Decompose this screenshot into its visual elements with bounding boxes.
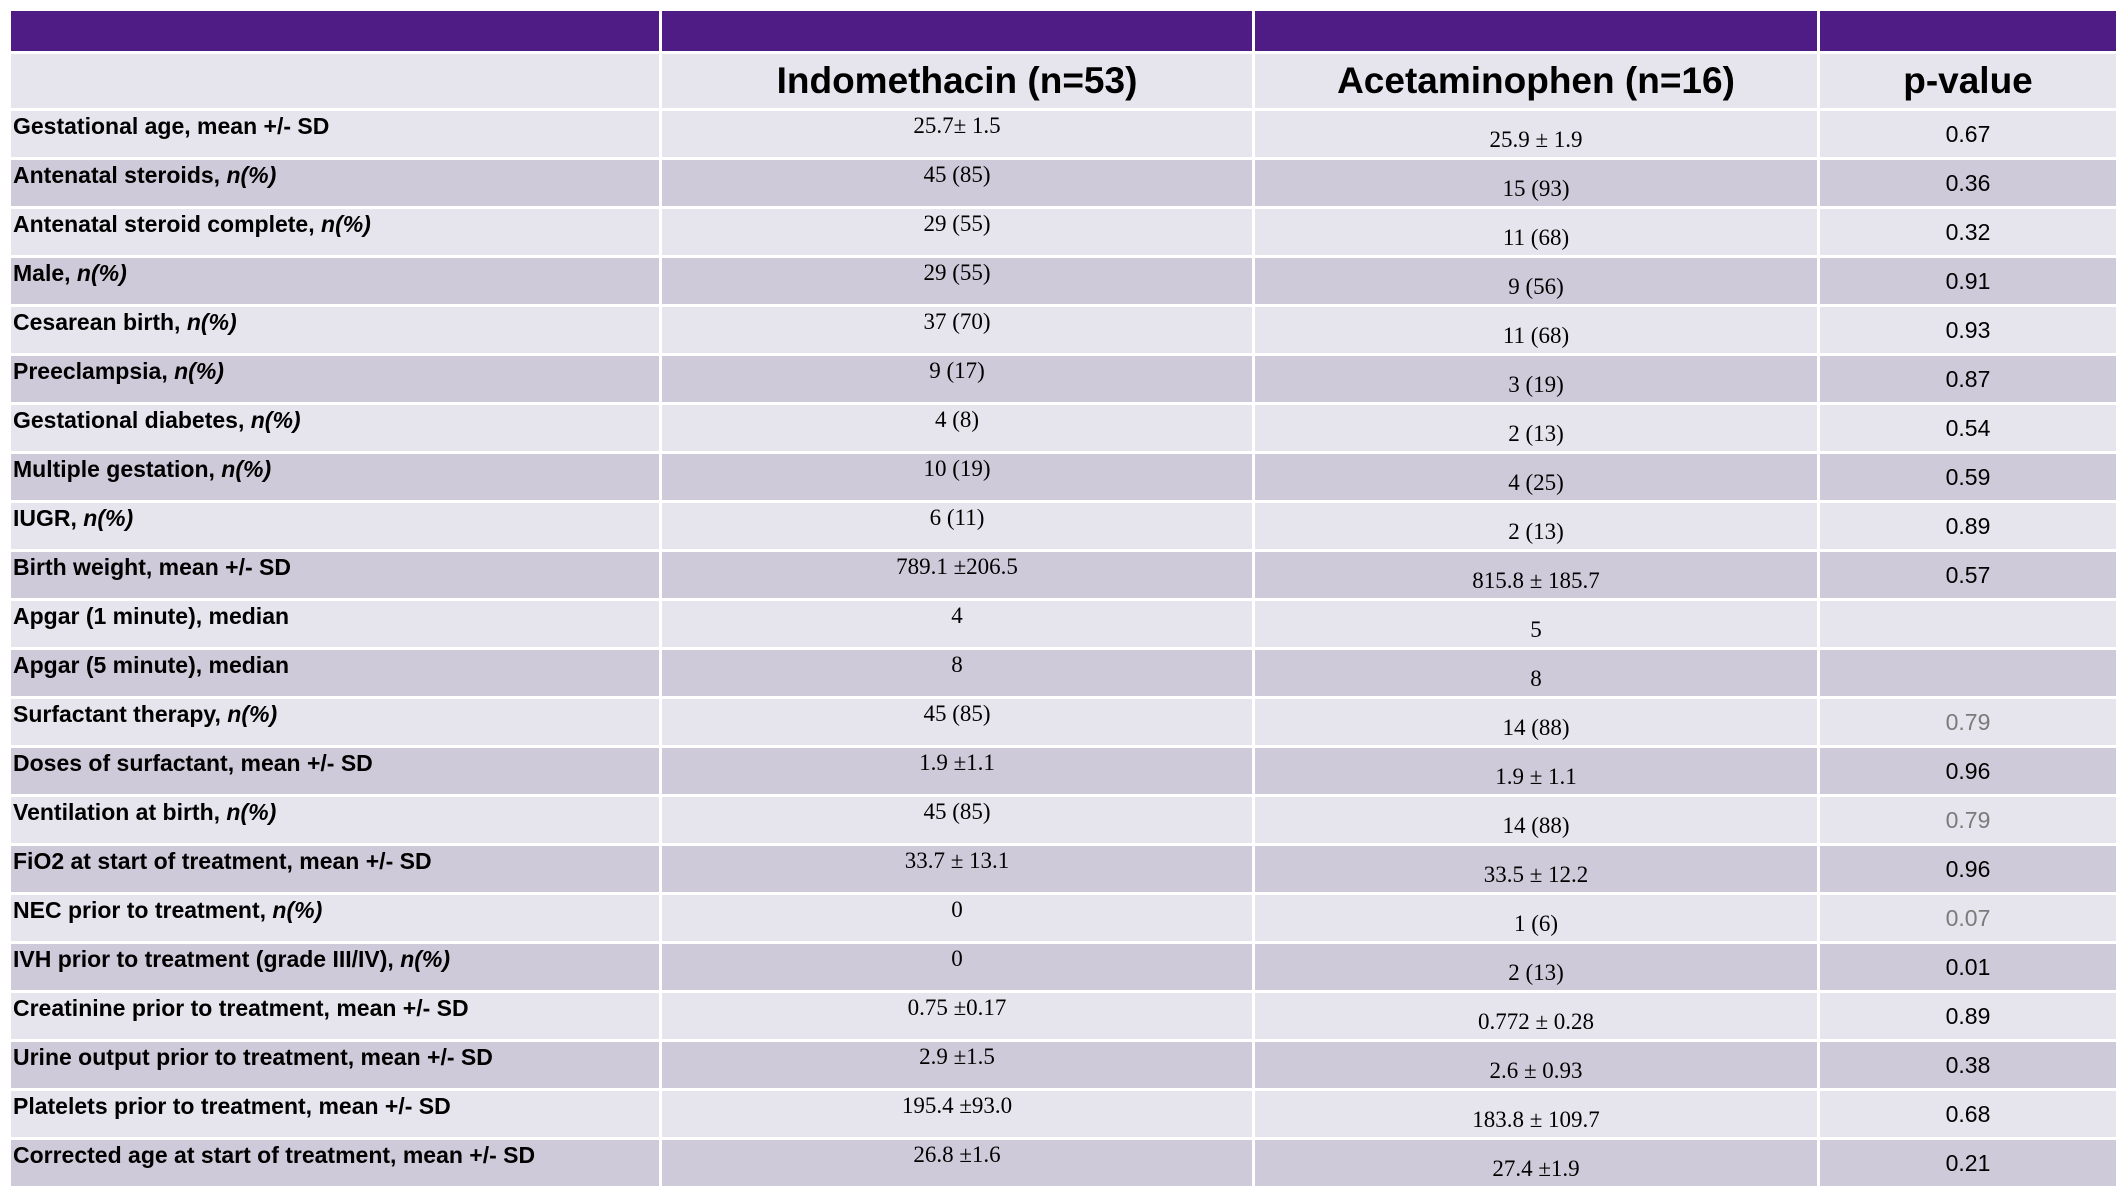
table-top-band: [10, 10, 2118, 53]
table-row: [10, 355, 2118, 404]
row-label-unit: n(%): [174, 358, 224, 384]
row-label-unit: n(%): [226, 162, 277, 188]
cell-acetaminophen: 183.8 ± 109.7: [1254, 1090, 1819, 1139]
cell-indomethacin: 789.1 ±206.5: [661, 551, 1254, 600]
header-p-value: p-value: [1819, 53, 2118, 110]
row-label-text: Antenatal steroid complete,: [13, 211, 322, 237]
cell-p-value: 0.38: [1819, 1041, 2118, 1090]
cell-p-value: 0.32: [1819, 208, 2118, 257]
cell-acetaminophen: 14 (88): [1254, 698, 1819, 747]
table-row: [10, 159, 2118, 208]
row-label-text: Multiple gestation,: [13, 456, 222, 482]
row-label: [10, 502, 661, 551]
band-cell: [1819, 10, 2118, 53]
cell-p-value: 0.89: [1819, 502, 2118, 551]
cell-p-value: 0.21: [1819, 1139, 2118, 1188]
table-row: [10, 600, 2118, 649]
cell-acetaminophen: 0.772 ± 0.28: [1254, 992, 1819, 1041]
row-label-unit: n(%): [227, 701, 278, 727]
table-body: [10, 10, 2118, 1188]
cell-p-value: 0.36: [1819, 159, 2118, 208]
cell-indomethacin: 45 (85): [661, 698, 1254, 747]
band-cell: [10, 10, 661, 53]
table-row: [10, 894, 2118, 943]
row-label-unit: n(%): [186, 309, 237, 335]
row-label-unit: n(%): [321, 211, 371, 237]
header-acetaminophen: Acetaminophen (n=16): [1254, 53, 1819, 110]
row-label: [10, 159, 661, 208]
header-indomethacin: Indomethacin (n=53): [661, 53, 1254, 110]
cell-indomethacin: 29 (55): [661, 208, 1254, 257]
cell-acetaminophen: 11 (68): [1254, 208, 1819, 257]
row-label: [10, 894, 661, 943]
cell-acetaminophen: 14 (88): [1254, 796, 1819, 845]
cell-p-value: 0.01: [1819, 943, 2118, 992]
row-label: [10, 649, 661, 698]
row-label: [10, 453, 661, 502]
cell-indomethacin: 0: [661, 894, 1254, 943]
row-label-unit: n(%): [76, 260, 127, 286]
row-label-text: Creatinine prior to treatment, mean +/- SD: [13, 995, 469, 1021]
cell-p-value: 0.67: [1819, 110, 2118, 159]
cell-indomethacin: 33.7 ± 13.1: [661, 845, 1254, 894]
cell-indomethacin: 37 (70): [661, 306, 1254, 355]
table-row: [10, 796, 2118, 845]
band-cell: [661, 10, 1254, 53]
cell-indomethacin: 26.8 ±1.6: [661, 1139, 1254, 1188]
row-label: [10, 796, 661, 845]
row-label-text: Platelets prior to treatment, mean +/- SD: [13, 1093, 451, 1119]
cell-p-value: 0.79: [1819, 796, 2118, 845]
cell-acetaminophen: 2 (13): [1254, 404, 1819, 453]
cell-p-value: 0.07: [1819, 894, 2118, 943]
row-label-unit: n(%): [83, 505, 134, 531]
row-label: [10, 551, 661, 600]
cell-indomethacin: 0: [661, 943, 1254, 992]
row-label: [10, 257, 661, 306]
cell-p-value: 0.91: [1819, 257, 2118, 306]
row-label-unit: n(%): [250, 407, 301, 433]
cell-indomethacin: 45 (85): [661, 796, 1254, 845]
table-row: [10, 845, 2118, 894]
row-label: [10, 110, 661, 159]
table-row: [10, 1041, 2118, 1090]
row-label-text: Gestational age, mean +/- SD: [13, 113, 330, 139]
row-label: [10, 992, 661, 1041]
comparison-table: [8, 8, 2119, 1189]
cell-acetaminophen: 4 (25): [1254, 453, 1819, 502]
table-row: [10, 404, 2118, 453]
cell-acetaminophen: 1 (6): [1254, 894, 1819, 943]
table-row: [10, 453, 2118, 502]
cell-p-value: 0.96: [1819, 747, 2118, 796]
cell-indomethacin: 6 (11): [661, 502, 1254, 551]
row-label-text: FiO2 at start of treatment, mean +/- SD: [13, 848, 432, 874]
row-label: [10, 845, 661, 894]
cell-p-value: 0.87: [1819, 355, 2118, 404]
row-label-text: Gestational diabetes,: [13, 407, 251, 433]
row-label: [10, 404, 661, 453]
cell-indomethacin: 1.9 ±1.1: [661, 747, 1254, 796]
table-row: [10, 747, 2118, 796]
row-label-text: NEC prior to treatment,: [13, 897, 273, 923]
cell-p-value: [1819, 600, 2118, 649]
cell-indomethacin: 2.9 ±1.5: [661, 1041, 1254, 1090]
cell-acetaminophen: 8: [1254, 649, 1819, 698]
row-label-unit: n(%): [272, 897, 323, 923]
table-row: [10, 943, 2118, 992]
row-label: [10, 600, 661, 649]
cell-indomethacin: 4 (8): [661, 404, 1254, 453]
row-label-text: Corrected age at start of treatment, mean +/- SD: [13, 1142, 536, 1168]
row-label-text: Apgar (1 minute), median: [13, 603, 290, 629]
row-label-text: Birth weight, mean +/- SD: [13, 554, 291, 580]
row-label: [10, 355, 661, 404]
cell-acetaminophen: 33.5 ± 12.2: [1254, 845, 1819, 894]
row-label-unit: n(%): [226, 799, 277, 825]
cell-indomethacin: 9 (17): [661, 355, 1254, 404]
cell-acetaminophen: 3 (19): [1254, 355, 1819, 404]
row-label-text: Doses of surfactant, mean +/- SD: [13, 750, 373, 776]
cell-indomethacin: 8: [661, 649, 1254, 698]
cell-indomethacin: 45 (85): [661, 159, 1254, 208]
row-label-text: IVH prior to treatment (grade III/IV),: [13, 946, 401, 972]
row-label: [10, 1041, 661, 1090]
table-row: [10, 551, 2118, 600]
row-label-unit: n(%): [400, 946, 451, 972]
cell-indomethacin: 4: [661, 600, 1254, 649]
cell-p-value: 0.54: [1819, 404, 2118, 453]
row-label-text: Antenatal steroids,: [13, 162, 227, 188]
cell-p-value: 0.89: [1819, 992, 2118, 1041]
cell-acetaminophen: 815.8 ± 185.7: [1254, 551, 1819, 600]
cell-acetaminophen: 1.9 ± 1.1: [1254, 747, 1819, 796]
row-label: [10, 1090, 661, 1139]
table-row: [10, 1090, 2118, 1139]
table-row: [10, 257, 2118, 306]
cell-indomethacin: 29 (55): [661, 257, 1254, 306]
table-row: [10, 306, 2118, 355]
cell-acetaminophen: 2 (13): [1254, 502, 1819, 551]
cell-p-value: 0.96: [1819, 845, 2118, 894]
cell-acetaminophen: 9 (56): [1254, 257, 1819, 306]
cell-acetaminophen: 2 (13): [1254, 943, 1819, 992]
cell-acetaminophen: 2.6 ± 0.93: [1254, 1041, 1819, 1090]
row-label: [10, 698, 661, 747]
table-row: [10, 502, 2118, 551]
row-label: [10, 943, 661, 992]
header-variable: [10, 53, 661, 110]
table-row: [10, 208, 2118, 257]
table-header-row: [10, 53, 2118, 110]
table-row: [10, 110, 2118, 159]
row-label-text: Preeclampsia,: [13, 358, 175, 384]
cell-indomethacin: 0.75 ±0.17: [661, 992, 1254, 1041]
row-label: [10, 306, 661, 355]
band-cell: [1254, 10, 1819, 53]
row-label-text: Male,: [13, 260, 77, 286]
cell-acetaminophen: 11 (68): [1254, 306, 1819, 355]
cell-p-value: 0.59: [1819, 453, 2118, 502]
table-row: [10, 649, 2118, 698]
row-label-text: Urine output prior to treatment, mean +/- SD: [13, 1044, 493, 1070]
row-label: [10, 747, 661, 796]
cell-acetaminophen: 25.9 ± 1.9: [1254, 110, 1819, 159]
row-label-text: Surfactant therapy,: [13, 701, 228, 727]
row-label-text: Cesarean birth,: [13, 309, 187, 335]
cell-acetaminophen: 27.4 ±1.9: [1254, 1139, 1819, 1188]
table-row: [10, 698, 2118, 747]
cell-acetaminophen: 5: [1254, 600, 1819, 649]
row-label: [10, 208, 661, 257]
table-row: [10, 992, 2118, 1041]
row-label-unit: n(%): [221, 456, 272, 482]
cell-indomethacin: 195.4 ±93.0: [661, 1090, 1254, 1139]
table-row: [10, 1139, 2118, 1188]
row-label-text: Ventilation at birth,: [13, 799, 227, 825]
row-label-text: IUGR,: [13, 505, 84, 531]
cell-p-value: [1819, 649, 2118, 698]
cell-indomethacin: 25.7± 1.5: [661, 110, 1254, 159]
cell-p-value: 0.68: [1819, 1090, 2118, 1139]
cell-p-value: 0.79: [1819, 698, 2118, 747]
cell-acetaminophen: 15 (93): [1254, 159, 1819, 208]
cell-p-value: 0.93: [1819, 306, 2118, 355]
row-label-text: Apgar (5 minute), median: [13, 652, 290, 678]
cell-p-value: 0.57: [1819, 551, 2118, 600]
cell-indomethacin: 10 (19): [661, 453, 1254, 502]
row-label: [10, 1139, 661, 1188]
